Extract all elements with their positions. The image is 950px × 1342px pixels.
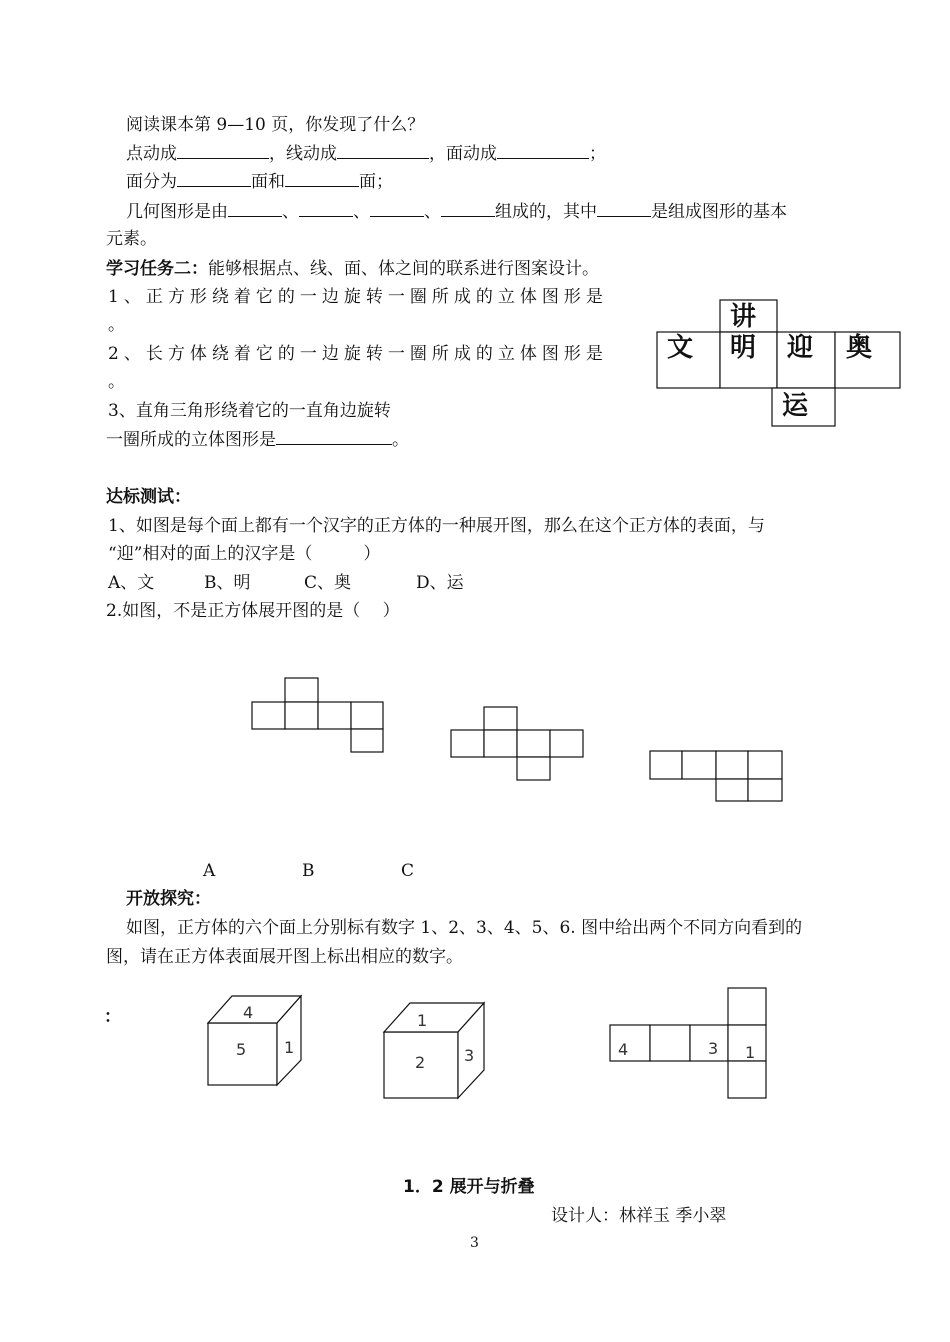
cube1-top-number: 4 [243, 1003, 254, 1022]
task2-q2-end: 。 [108, 372, 125, 392]
test-q1-line2: “迎”相对的面上的汉字是（ ） [108, 544, 381, 564]
test-q2: 2.如图，不是正方体展开图的是（ ） [106, 601, 400, 621]
cube2-side-number: 3 [464, 1046, 475, 1065]
net-char-bottom: 运 [782, 391, 809, 421]
test-option-c: C、奥 [304, 573, 352, 593]
net-number-right: 1 [745, 1043, 756, 1062]
number-net [610, 988, 766, 1098]
task2-q1-end: 。 [108, 315, 125, 335]
task2-q1: 1、正方形绕着它的一边旋转一圈所成的立体图形是 [108, 287, 608, 307]
net-label-c: C [401, 861, 415, 881]
explore-p1: 如图，正方体的六个面上分别标有数字 1、2、3、4、5、6. 图中给出两个不同方向看到的 [126, 918, 803, 938]
cube1-side-number: 1 [284, 1038, 295, 1057]
test-q1-line1: 1、如图是每个面上都有一个汉字的正方体的一种展开图，那么在这个正方体的表面，与 [108, 516, 765, 536]
reading-line-1: 阅读课本第 9—10 页，你发现了什么？ [126, 115, 425, 135]
designer-credit: 设计人：林祥玉 季小翠 [551, 1206, 727, 1226]
net-char-right2: 奥 [846, 333, 873, 363]
reading-line-2: 点动成 ，线动成 ，面动成 ； [126, 144, 606, 164]
task2-q3-line2: 一圈所成的立体图形是 。 [106, 430, 409, 450]
cube2-top-number: 1 [417, 1011, 428, 1030]
cube-2 [384, 1003, 484, 1098]
net-number-mid: 3 [708, 1039, 719, 1058]
net-char-top: 讲 [730, 302, 757, 332]
task2-q3: 3、直角三角形绕着它的一直角边旋转 [108, 401, 391, 421]
explore-p2: 图，请在正方体表面展开图上标出相应的数字。 [106, 947, 463, 967]
cube2-front-number: 2 [415, 1053, 426, 1072]
test-option-b: B、明 [204, 573, 251, 593]
reading-line-5: 元素。 [106, 229, 157, 249]
explore-colon: ： [104, 1007, 121, 1027]
task2-q2: 2、长方体绕着它的一边旋转一圈所成的立体图形是 [108, 344, 608, 364]
explore-heading: 开放探究： [126, 889, 211, 909]
cube-1 [208, 996, 301, 1085]
test-heading: 达标测试： [106, 487, 191, 507]
net-number-left: 4 [618, 1040, 629, 1059]
reading-line-3: 面分为 面和 面； [126, 172, 393, 192]
net-char-right1: 迎 [787, 333, 814, 363]
test-option-a: A、文 [108, 573, 155, 593]
page-number: 3 [470, 1235, 479, 1251]
reading-line-4: 几何图形是由 、 、 、 组成的，其中 是组成图形的基本 [126, 202, 787, 222]
net-char-mid: 明 [730, 333, 757, 363]
section-title: 1．2 展开与折叠 [403, 1177, 535, 1197]
cube1-front-number: 5 [236, 1040, 247, 1059]
net-char-left: 文 [667, 333, 694, 363]
task2-line: 学习任务二：能够根据点、线、面、体之间的联系进行图案设计。 [106, 259, 599, 279]
test-option-d: D、运 [416, 573, 464, 593]
net-label-a: A [203, 861, 216, 881]
net-label-b: B [302, 861, 315, 881]
task2-heading: 学习任务二： [106, 259, 208, 279]
